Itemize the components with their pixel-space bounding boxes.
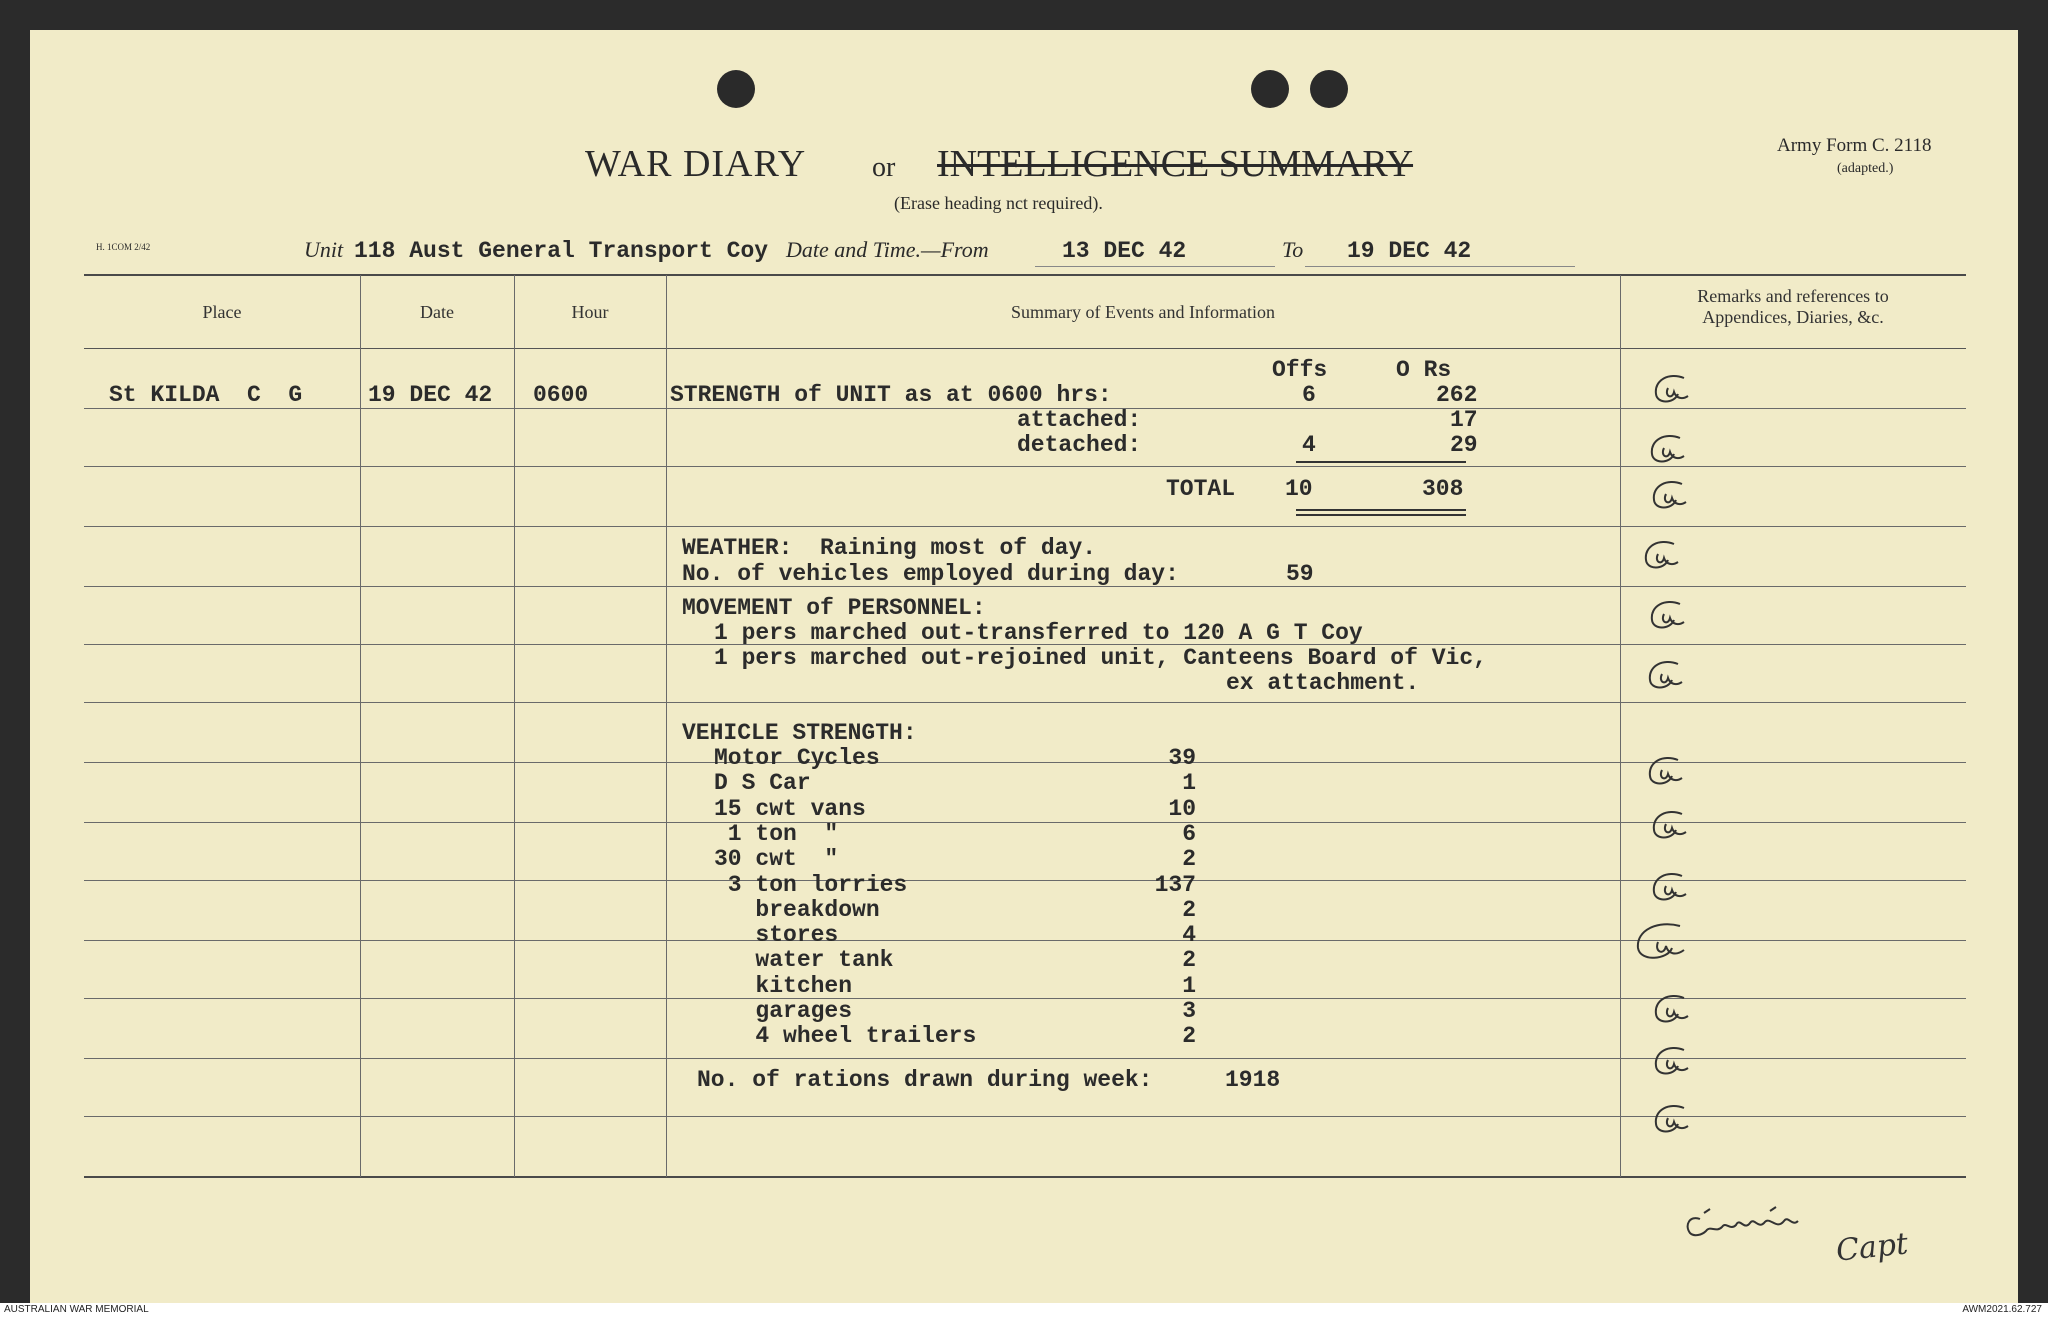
form-code: H. 1COM 2/42	[96, 242, 151, 252]
attached-ors: 17	[1450, 407, 1478, 433]
signature-rank: Capt	[1834, 1226, 1910, 1269]
strength-title: STRENGTH of UNIT as at 0600 hrs:	[670, 382, 1112, 408]
vehicle-count: 6	[1182, 821, 1196, 847]
initial-mark	[1644, 1100, 1704, 1140]
initial-mark	[1644, 1042, 1704, 1082]
vehicle-type: breakdown	[714, 897, 880, 923]
initial-mark	[1642, 476, 1702, 516]
table-bottom-border	[84, 1176, 1966, 1178]
col-header-summary: Summary of Events and Information	[1011, 302, 1275, 322]
strength-ors: 262	[1436, 382, 1478, 408]
initial-mark	[1642, 806, 1702, 846]
total-offs: 10	[1285, 476, 1313, 502]
col-header-appendices: Appendices, Diaries, &c.	[1702, 307, 1884, 327]
initial-mark	[1638, 656, 1698, 696]
from-underline	[1035, 266, 1275, 267]
initial-mark	[1628, 920, 1708, 968]
to-date: 19 DEC 42	[1347, 238, 1472, 264]
detached-offs: 4	[1302, 432, 1316, 458]
vehicles-employed-value: 59	[1286, 561, 1314, 587]
punch-hole	[717, 70, 755, 108]
place-value: St KILDA C G	[109, 382, 303, 408]
vehicle-type: Motor Cycles	[714, 745, 880, 771]
ruled-line	[84, 526, 1966, 527]
rations-label: No. of rations drawn during week:	[697, 1067, 1153, 1093]
to-underline	[1305, 266, 1575, 267]
detached-ors: 29	[1450, 432, 1478, 458]
strength-offs: 6	[1302, 382, 1316, 408]
vehicles-employed-label: No. of vehicles employed during day:	[682, 561, 1179, 587]
col-header-remarks: Remarks and references to	[1697, 286, 1889, 306]
vehicle-count: 1	[1182, 973, 1196, 999]
vehicle-type: D S Car	[714, 770, 811, 796]
erase-note: (Erase heading nct required).	[894, 193, 1103, 213]
army-form-adapted: (adapted.)	[1837, 161, 1894, 176]
vehicle-type: garages	[714, 998, 853, 1024]
col-header-date: Date	[420, 302, 454, 322]
total-double-underline	[1296, 509, 1466, 511]
initial-mark	[1640, 596, 1700, 636]
vehicle-type: water tank	[714, 947, 894, 973]
unit-label: Unit	[304, 237, 344, 262]
vehicle-count: 39	[1168, 745, 1196, 771]
army-form-number: Army Form C. 2118	[1777, 135, 1932, 156]
punch-hole	[1251, 70, 1289, 108]
col-divider	[1620, 275, 1621, 1177]
col-divider	[514, 275, 515, 1177]
rations-value: 1918	[1225, 1067, 1281, 1093]
initial-mark	[1644, 370, 1704, 410]
strength-col-ors: O Rs	[1396, 357, 1452, 383]
vehicle-type: stores	[714, 922, 839, 948]
vehicle-count: 10	[1168, 796, 1196, 822]
vehicle-type: kitchen	[714, 973, 853, 999]
punch-hole	[1310, 70, 1348, 108]
vehicle-count: 137	[1154, 872, 1196, 898]
vehicle-count: 2	[1182, 947, 1196, 973]
header-separator	[84, 348, 1966, 349]
vehicle-type: 4 wheel trailers	[714, 1023, 977, 1049]
from-date: 13 DEC 42	[1062, 238, 1187, 264]
initial-mark	[1644, 990, 1704, 1030]
attached-label: attached:	[1017, 407, 1142, 433]
vehicle-count: 1	[1182, 770, 1196, 796]
unit-value: 118 Aust General Transport Coy	[354, 238, 769, 264]
date-time-label: Date and Time.—From	[786, 237, 989, 262]
vehicle-type: 3 ton lorries	[714, 872, 908, 898]
col-divider	[360, 275, 361, 1177]
initial-mark	[1638, 752, 1698, 792]
war-diary-sheet	[30, 30, 2018, 1303]
hour-value: 0600	[533, 382, 589, 408]
movement-label: MOVEMENT of PERSONNEL:	[682, 595, 986, 621]
col-header-hour: Hour	[571, 302, 609, 322]
movement-line-3: ex attachment.	[1226, 670, 1420, 696]
weather-text: WEATHER: Raining most of day.	[682, 535, 1097, 561]
vehicle-count: 2	[1182, 846, 1196, 872]
col-header-place: Place	[202, 302, 242, 322]
vehicle-type: 30 cwt "	[714, 846, 839, 872]
vehicle-count: 4	[1182, 922, 1196, 948]
initial-mark	[1642, 868, 1702, 908]
total-double-underline	[1296, 514, 1466, 516]
detached-label: detached:	[1017, 432, 1142, 458]
initial-mark	[1640, 430, 1700, 470]
vehicle-count: 3	[1182, 998, 1196, 1024]
title-or: or	[872, 152, 896, 183]
total-ors: 308	[1422, 476, 1464, 502]
table-top-border	[84, 274, 1966, 276]
subtotal-underline	[1296, 461, 1466, 463]
vehicle-count: 2	[1182, 1023, 1196, 1049]
total-label: TOTAL	[1166, 476, 1236, 502]
vehicle-strength-label: VEHICLE STRENGTH:	[682, 720, 917, 746]
initial-mark	[1634, 536, 1694, 576]
movement-line-1: 1 pers marched out-transferred to 120 A G T Coy	[714, 620, 1363, 646]
vehicle-count: 2	[1182, 897, 1196, 923]
title-struck: INTELLIGENCE SUMMARY	[937, 143, 1414, 185]
to-label: To	[1282, 237, 1304, 262]
vehicle-type: 1 ton "	[714, 821, 839, 847]
footer-reference: AWM2021.62.727	[1962, 1304, 2042, 1315]
footer-credit: AUSTRALIAN WAR MEMORIAL	[4, 1304, 149, 1315]
title-main: WAR DIARY	[585, 143, 807, 185]
movement-line-2: 1 pers marched out-rejoined unit, Canteens Board of Vic,	[714, 645, 1487, 671]
vehicle-type: 15 cwt vans	[714, 796, 866, 822]
footer-bar	[0, 1303, 2048, 1318]
strength-col-offs: Offs	[1272, 357, 1328, 383]
date-value: 19 DEC 42	[368, 382, 493, 408]
ruled-line	[84, 702, 1966, 703]
col-divider	[666, 275, 667, 1177]
